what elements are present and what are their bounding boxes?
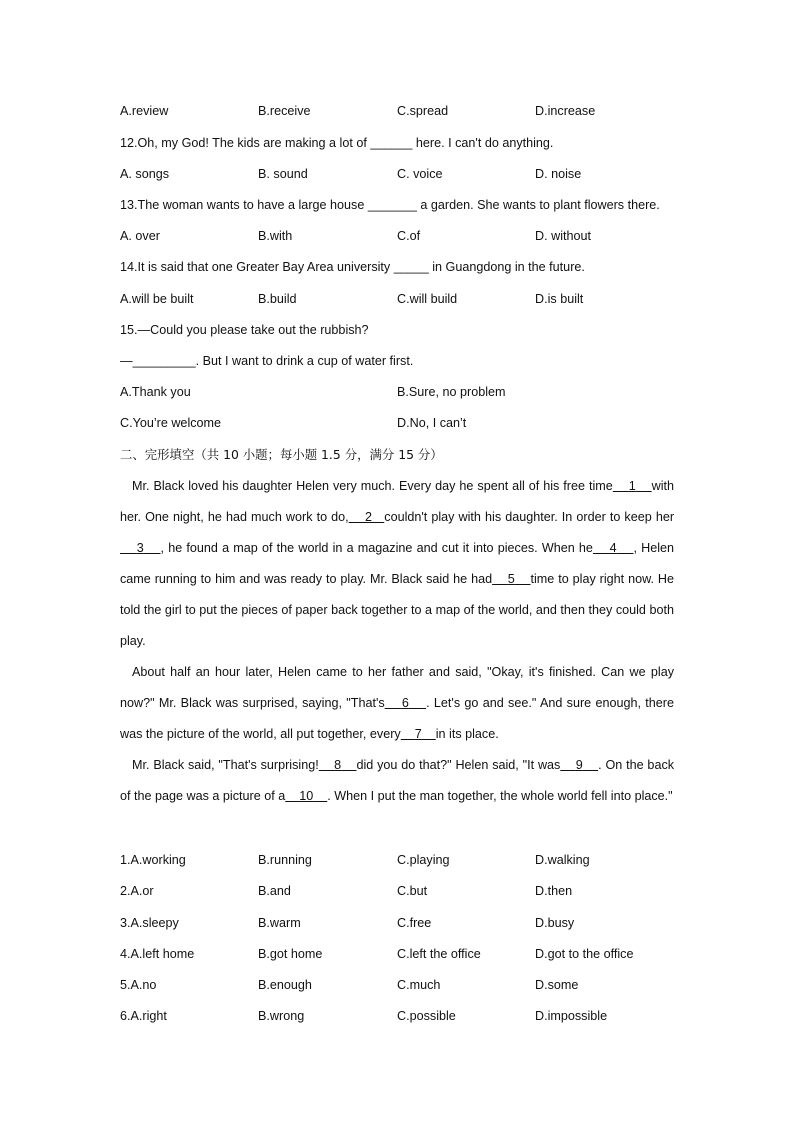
passage-text: Mr. Black loved his daughter Helen very much. Every day he spent all of his free time [132, 479, 613, 493]
q15-dash: — [120, 354, 133, 368]
cloze-q2-option-b: B.and [258, 884, 291, 898]
cloze-q5-options [120, 975, 676, 995]
cloze-q5-option-d: D.some [535, 978, 579, 992]
blank-number-1: 1 [628, 479, 636, 493]
q15-blank: _________ [132, 354, 196, 368]
q15-stem: 15.—Could you please take out the rubbish? [120, 323, 369, 337]
cloze-q1-option-a: 1.A.working [120, 853, 186, 867]
cloze-q6-options [120, 1006, 676, 1026]
q14-blank: _____ [393, 260, 429, 274]
blank-10 [285, 789, 327, 803]
passage-text: . On the back of the page was a picture of a [120, 758, 675, 803]
q14-option-a: A.will be built [120, 292, 194, 306]
passage-text: , Helen came running to him and was ready to play. Mr. Black said he had [120, 541, 675, 586]
q13-text-after: a garden. She wants to plant flowers there. [416, 198, 660, 212]
q11-option-c: C.spread [397, 104, 449, 118]
blank-number-9: 9 [575, 758, 583, 772]
blank-number-8: 8 [334, 758, 342, 772]
q13-blank: _______ [367, 198, 417, 212]
cloze-q2-option-d: D.then [535, 884, 573, 898]
blank-number-10: 10 [299, 789, 314, 803]
q12-stem [120, 133, 676, 153]
cloze-q4-option-b: B.got home [258, 947, 323, 961]
blank-4 [593, 541, 634, 555]
passage-paragraph-1 [120, 471, 674, 657]
passage-text: time to play right now. He told the girl to put the pieces of paper back together to a map of the world, and then they could both play. [120, 572, 675, 648]
cloze-q6-option-c: C.possible [397, 1009, 456, 1023]
q14-text-after: in Guangdong in the future. [428, 260, 585, 274]
q12-text-before: 12.Oh, my God! The kids are making a lot of [120, 136, 371, 150]
passage-text: with her. One night, he had much work to do, [120, 479, 675, 524]
cloze-q3-option-d: D.busy [535, 916, 575, 930]
passage-text: . Let's go and see." And sure enough, there was the picture of the world, all put together, every [120, 696, 674, 741]
q12-option-d: D. noise [535, 167, 582, 181]
cloze-passage [120, 471, 674, 812]
q15-options-row1 [120, 382, 676, 402]
cloze-q3-options [120, 913, 676, 933]
q15-option-d: D.No, I can’t [397, 416, 467, 430]
q11-options [120, 101, 676, 121]
cloze-q2-options [120, 881, 676, 901]
passage-text: Mr. Black said, "That's surprising! [132, 758, 319, 772]
blank-number-7: 7 [414, 727, 422, 741]
cloze-q4-options [120, 944, 676, 964]
q12-options [120, 164, 676, 184]
passage-text: . When I put the man together, the whole world fell into place." [327, 789, 673, 803]
q12-blank: ______ [370, 136, 413, 150]
cloze-q1-option-c: C.playing [397, 853, 450, 867]
q15-text-after: . But I want to drink a cup of water first. [195, 354, 414, 368]
cloze-q2-option-c: C.but [397, 884, 428, 898]
q12-option-b: B. sound [258, 167, 308, 181]
q14-text-before: 14.It is said that one Greater Bay Area university [120, 260, 394, 274]
q14-option-c: C.will build [397, 292, 458, 306]
blank-number-6: 6 [401, 696, 409, 710]
cloze-q3-option-b: B.warm [258, 916, 301, 930]
q13-option-c: C.of [397, 229, 421, 243]
q15-options-row2 [120, 413, 676, 433]
blank-number-2: 2 [365, 510, 373, 524]
q13-text-before: 13.The woman wants to have a large house [120, 198, 368, 212]
passage-paragraph-3 [120, 750, 674, 812]
q12-option-a: A. songs [120, 167, 170, 181]
cloze-q5-option-b: B.enough [258, 978, 312, 992]
cloze-q5-option-a: 5.A.no [120, 978, 157, 992]
blank-5 [492, 572, 530, 586]
blank-number-5: 5 [507, 572, 515, 586]
passage-text: , he found a map of the world in a magazine and cut it into pieces. When he [160, 541, 593, 555]
q14-stem [120, 257, 676, 277]
q13-stem [120, 195, 676, 215]
cloze-q1-options [120, 850, 676, 870]
q11-option-d: D.increase [535, 104, 596, 118]
q13-options [120, 226, 676, 246]
q13-option-d: D. without [535, 229, 591, 243]
passage-text: in its place. [435, 727, 499, 741]
q11-option-a: A.review [120, 104, 169, 118]
blank-2 [349, 510, 385, 524]
cloze-q4-option-a: 4.A.left home [120, 947, 195, 961]
passage-text: About half an hour later, Helen came to her father and said, "Okay, it's finished. Can we play now?" Mr. Black was surprised, saying, "That's [120, 665, 674, 710]
cloze-q3-option-c: C.free [397, 916, 432, 930]
q13-option-a: A. over [120, 229, 160, 243]
cloze-q6-option-d: D.impossible [535, 1009, 608, 1023]
blank-9 [560, 758, 598, 772]
blank-7 [401, 727, 436, 741]
blank-3 [120, 541, 161, 555]
section-heading-cloze: 二、完形填空（共 10 小题；每小题 1.5 分，满分 15 分） [120, 447, 443, 462]
passage-text: did you do that?" Helen said, "It was [356, 758, 561, 772]
blank-number-3: 3 [136, 541, 144, 555]
passage-paragraph-2 [120, 657, 674, 750]
q14-option-b: B.build [258, 292, 297, 306]
cloze-q3-option-a: 3.A.sleepy [120, 916, 179, 930]
cloze-q1-option-b: B.running [258, 853, 312, 867]
q12-option-c: C. voice [397, 167, 443, 181]
cloze-q6-option-a: 6.A.right [120, 1009, 167, 1023]
cloze-q4-option-c: C.left the office [397, 947, 481, 961]
cloze-q4-option-d: D.got to the office [535, 947, 634, 961]
q13-option-b: B.with [258, 229, 293, 243]
q15-response [120, 351, 676, 371]
blank-1 [613, 479, 652, 493]
q12-text-after: here. I can't do anything. [412, 136, 554, 150]
blank-8 [319, 758, 357, 772]
cloze-q2-option-a: 2.A.or [120, 884, 154, 898]
q14-option-d: D.is built [535, 292, 584, 306]
q15-option-b: B.Sure, no problem [397, 385, 506, 399]
q11-option-b: B.receive [258, 104, 311, 118]
cloze-q5-option-c: C.much [397, 978, 441, 992]
blank-6 [385, 696, 426, 710]
passage-text: couldn't play with his daughter. In order to keep her [384, 510, 675, 524]
q15-option-a: A.Thank you [120, 385, 191, 399]
cloze-q6-option-b: B.wrong [258, 1009, 305, 1023]
blank-number-4: 4 [609, 541, 617, 555]
cloze-q1-option-d: D.walking [535, 853, 590, 867]
q14-options [120, 289, 676, 309]
q15-option-c: C.You’re welcome [120, 416, 222, 430]
